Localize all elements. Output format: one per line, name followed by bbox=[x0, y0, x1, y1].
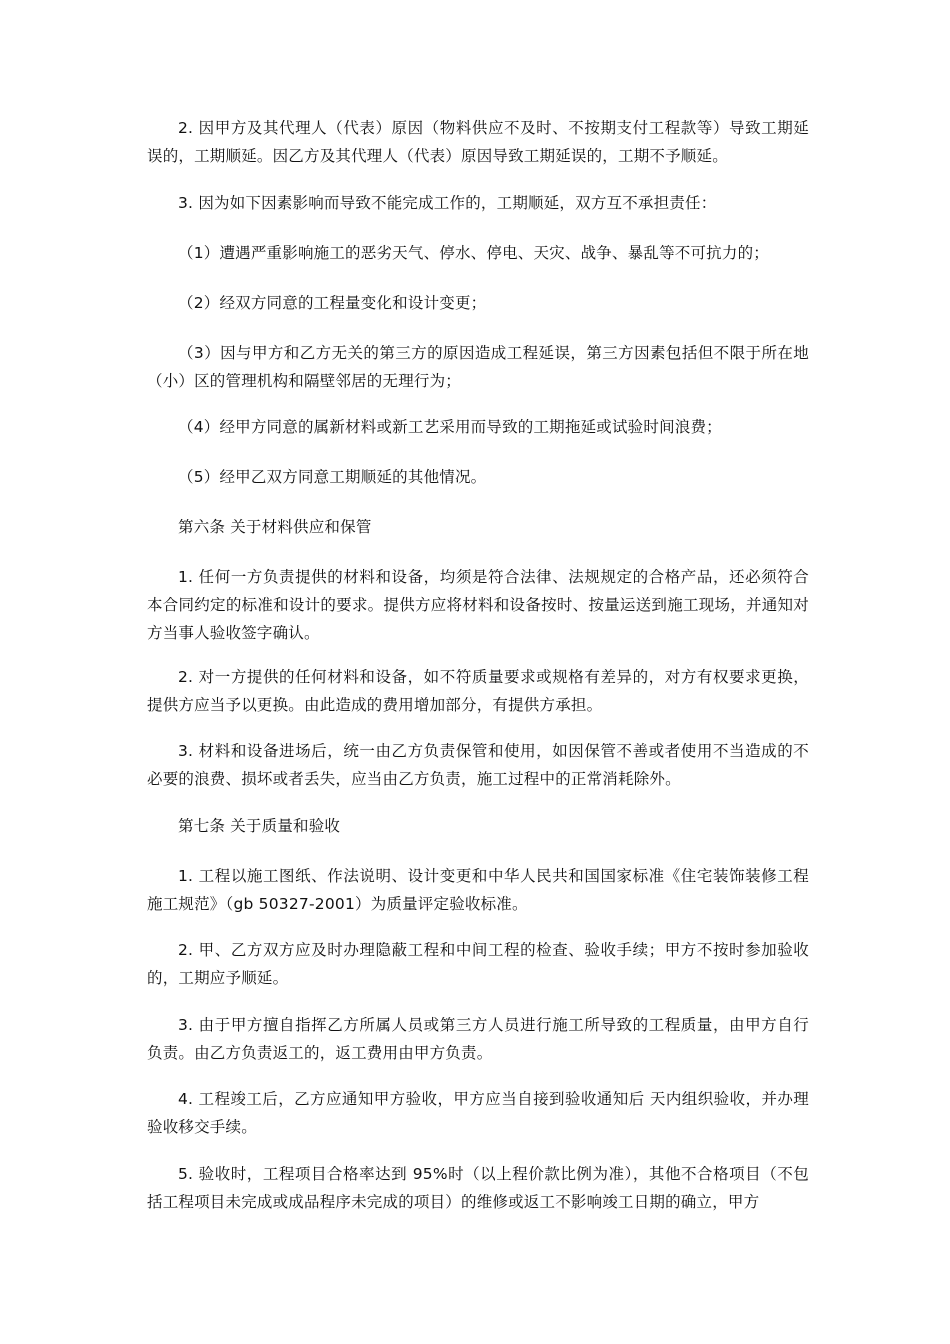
paragraph-item-2: （2）经双方同意的工程量变化和设计变更； bbox=[178, 294, 487, 312]
paragraph-item-1: （1）遭遇严重影响施工的恶劣天气、停水、停电、天灾、战争、暴乱等不可抗力的； bbox=[178, 244, 769, 262]
paragraph-article-6-clause-3: 3. 材料和设备进场后，统一由乙方负责保管和使用，如因保管不善或者使用不当造成的不必要的浪费、损坏或者丢失，应当由乙方负责，施工过程中的正常消耗除外。 bbox=[147, 742, 809, 788]
paragraph-article-6-clause-1: 1. 任何一方负责提供的材料和设备，均须是符合法律、法规规定的合格产品，还必须符合本合同约定的标准和设计的要求。提供方应将材料和设备按时、按量运送到施工现场，并通知对方当事人验收签字确认。 bbox=[147, 568, 809, 642]
article-6-heading: 第六条 关于材料供应和保管 bbox=[178, 518, 372, 536]
paragraph-item-5: （5）经甲乙双方同意工期顺延的其他情况。 bbox=[178, 468, 487, 486]
paragraph-item-3: （3）因与甲方和乙方无关的第三方的原因造成工程延误，第三方因素包括但不限于所在地（小）区的管理机构和隔壁邻居的无理行为； bbox=[147, 344, 809, 390]
paragraph-item-4: （4）经甲方同意的属新材料或新工艺采用而导致的工期拖延或试验时间浪费； bbox=[178, 418, 722, 436]
paragraph-article-6-clause-2: 2. 对一方提供的任何材料和设备，如不符质量要求或规格有差异的，对方有权要求更换，提供方应当予以更换。由此造成的费用增加部分，有提供方承担。 bbox=[147, 668, 809, 714]
paragraph-article-7-clause-3: 3. 由于甲方擅自指挥乙方所属人员或第三方人员进行施工所导致的工程质量，由甲方自行负责。由乙方负责返工的，返工费用由甲方负责。 bbox=[147, 1016, 809, 1062]
paragraph-article-7-clause-5: 5. 验收时，工程项目合格率达到 95%时（以上程价款比例为准），其他不合格项目（不包括工程项目未完成或成品程序未完成的项目）的维修或返工不影响竣工日期的确立，甲方 bbox=[147, 1165, 809, 1211]
paragraph-article-7-clause-1: 1. 工程以施工图纸、作法说明、设计变更和中华人民共和国国家标准《住宅装饰装修工程施工规范》（gb 50327-2001）为质量评定验收标准。 bbox=[147, 867, 809, 913]
paragraph-article-7-clause-2: 2. 甲、乙方双方应及时办理隐蔽工程和中间工程的检查、验收手续；甲方不按时参加验收的，工期应予顺延。 bbox=[147, 941, 809, 987]
paragraph-clause-2-delay: 2. 因甲方及其代理人（代表）原因（物料供应不及时、不按期支付工程款等）导致工期延误的，工期顺延。因乙方及其代理人（代表）原因导致工期延误的，工期不予顺延。 bbox=[147, 119, 809, 165]
paragraph-clause-3-factors: 3. 因为如下因素影响而导致不能完成工作的，工期顺延，双方互不承担责任： bbox=[178, 194, 717, 212]
article-7-heading: 第七条 关于质量和验收 bbox=[178, 817, 341, 835]
paragraph-article-7-clause-4: 4. 工程竣工后，乙方应通知甲方验收，甲方应当自接到验收通知后 天内组织验收，并办理验收移交手续。 bbox=[147, 1090, 809, 1136]
